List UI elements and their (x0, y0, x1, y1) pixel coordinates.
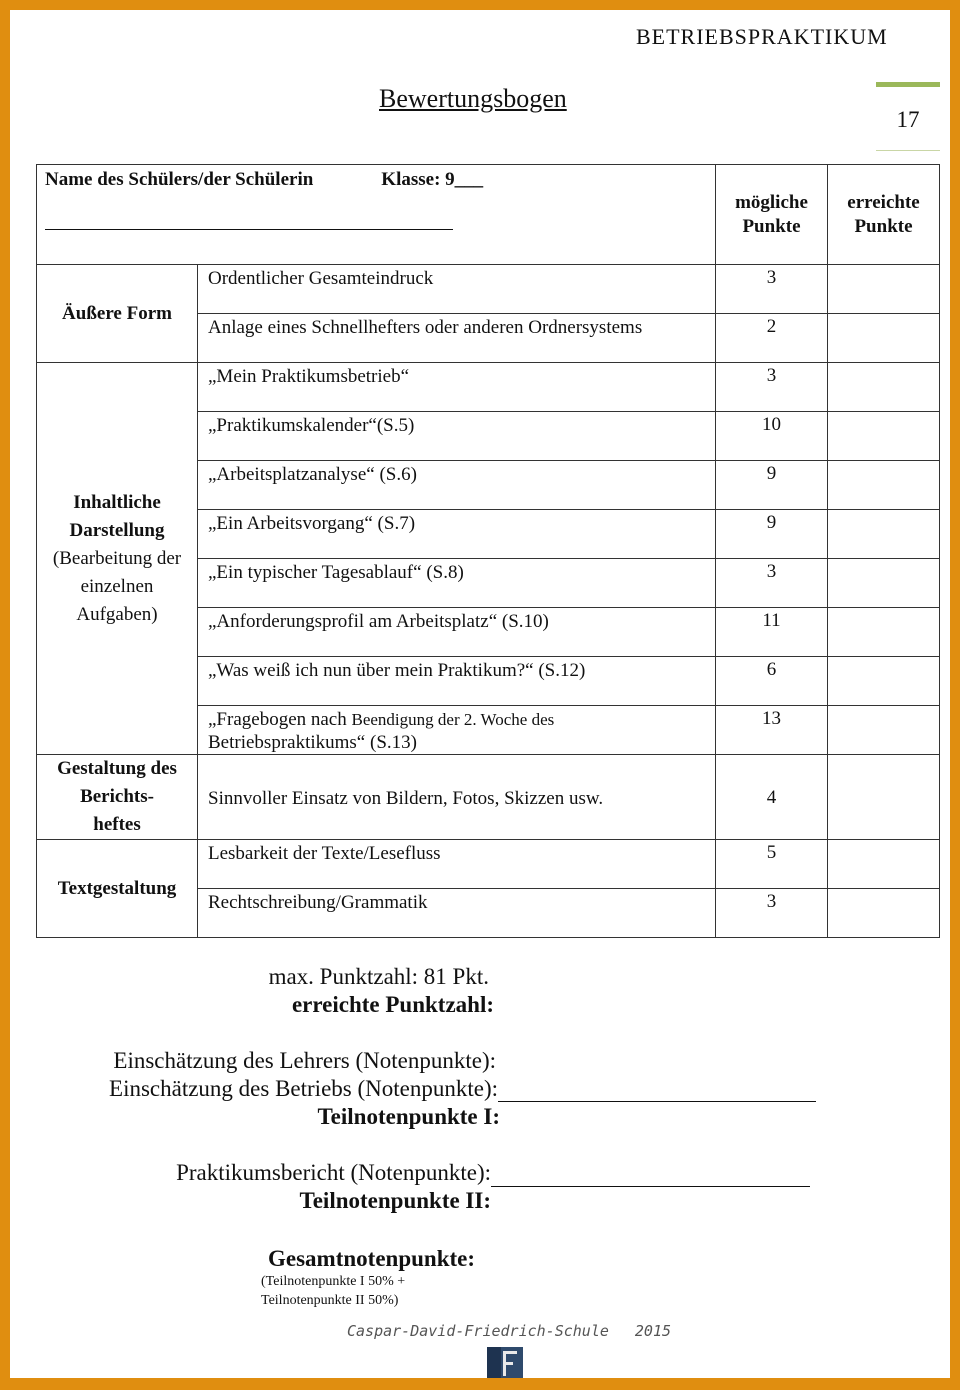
category-text-label: Textgestaltung (57, 877, 177, 899)
total-grade-note-line2: Teilnotenpunkte II 50%) (261, 1293, 399, 1308)
achieved-points-header (828, 165, 940, 265)
company-assessment: Einschätzung des Betriebs (Notenpunkte): (109, 1076, 498, 1101)
possible-points-cell: 5 (716, 840, 828, 889)
achieved-points-cell[interactable] (828, 363, 940, 412)
category-text (37, 840, 198, 938)
sub-grade-1: Teilnotenpunkte I: (317, 1104, 500, 1129)
footer-school: Caspar-David-Friedrich-Schule (347, 1322, 609, 1340)
criterion-cell (198, 706, 716, 755)
table-row (37, 840, 940, 889)
total-grade: Gesamtnotenpunkte: (268, 1246, 476, 1271)
document-title: Bewertungsbogen (379, 84, 567, 113)
total-grade-note (261, 1272, 405, 1310)
student-name-cell (37, 165, 716, 265)
teacher-assessment: Einschätzung des Lehrers (Notenpunkte): (113, 1048, 496, 1073)
category-content-line2: einzelnen (80, 575, 154, 597)
footer-year: 2015 (634, 1322, 672, 1340)
criterion-cell: „Ein Arbeitsvorgang“ (S.7) (198, 510, 716, 559)
category-content-line3: Aufgaben) (76, 603, 158, 625)
possible-points-cell: 11 (716, 608, 828, 657)
achieved-points-header-line1: erreichte (847, 191, 920, 213)
possible-points-cell: 9 (716, 510, 828, 559)
achieved-points-cell[interactable] (828, 461, 940, 510)
criterion-cell: Rechtschreibung/Grammatik (198, 889, 716, 938)
criterion-cell: „Mein Praktikumsbetrieb“ (198, 363, 716, 412)
grading-table (36, 164, 940, 938)
achieved-points-cell[interactable] (828, 755, 940, 840)
achieved-points-cell[interactable] (828, 559, 940, 608)
category-design-line1: Gestaltung des (57, 758, 177, 779)
header-title: BETRIEBSPRAKTIKUM (636, 24, 888, 49)
achieved-points-cell[interactable] (828, 265, 940, 314)
document-page (10, 10, 950, 1378)
category-content-line1: (Bearbeitung der (52, 547, 182, 569)
criterion-cell: „Anforderungsprofil am Arbeitsplatz“ (S.10) (198, 608, 716, 657)
possible-points-cell: 13 (716, 706, 828, 755)
possible-points-header-line2: Punkte (742, 215, 801, 237)
table-row (37, 755, 940, 840)
page-number-rule (876, 150, 940, 151)
criterion-cell: Anlage eines Schnellhefters oder anderen Ordnersystems (198, 314, 716, 363)
possible-points-cell: 3 (716, 265, 828, 314)
achieved-points-cell[interactable] (828, 706, 940, 755)
criterion-part-c: Betriebspraktikums“ (S.13) (208, 732, 417, 753)
max-points: max. Punktzahl: 81 Pkt. (268, 964, 489, 989)
page-number-box (876, 82, 940, 151)
category-form (37, 265, 198, 363)
category-design-line3: heftes (93, 814, 141, 835)
student-name-label: Name des Schülers/der Schülerin (45, 169, 314, 190)
criterion-cell: Lesbarkeit der Texte/Lesefluss (198, 840, 716, 889)
criterion-cell: „Arbeitsplatzanalyse“ (S.6) (198, 461, 716, 510)
school-logo-icon (487, 1347, 523, 1378)
achieved-points-cell[interactable] (828, 412, 940, 461)
table-row (37, 265, 940, 314)
category-content (37, 363, 198, 755)
category-form-label: Äußere Form (62, 302, 172, 324)
achieved-points: erreichte Punktzahl: (291, 992, 494, 1017)
criterion-cell: Ordentlicher Gesamteindruck (198, 265, 716, 314)
sub-grade-2: Teilnotenpunkte II: (299, 1188, 491, 1213)
company-assessment-blank[interactable] (498, 1100, 816, 1102)
footer (347, 1322, 671, 1340)
report-assessment-blank[interactable] (491, 1185, 810, 1187)
achieved-points-cell[interactable] (828, 510, 940, 559)
report-assessment: Praktikumsbericht (Notenpunkte): (176, 1160, 491, 1185)
page-number: 17 (896, 107, 920, 132)
total-grade-note-line1: (Teilnotenpunkte I 50% + (261, 1274, 406, 1289)
table-row (37, 363, 940, 412)
possible-points-cell: 3 (716, 363, 828, 412)
criterion-cell: Sinnvoller Einsatz von Bildern, Fotos, Skizzen usw. (198, 755, 716, 840)
achieved-points-cell[interactable] (828, 840, 940, 889)
category-design-line2: Berichts- (80, 786, 154, 807)
achieved-points-cell[interactable] (828, 657, 940, 706)
category-content-bold-line1: Inhaltliche (73, 491, 161, 513)
student-name-line[interactable] (45, 229, 453, 230)
achieved-points-header-line2: Punkte (854, 215, 913, 237)
table-header-row (37, 165, 940, 265)
possible-points-cell: 10 (716, 412, 828, 461)
possible-points-cell: 3 (716, 889, 828, 938)
possible-points-cell: 3 (716, 559, 828, 608)
possible-points-cell: 9 (716, 461, 828, 510)
achieved-points-cell[interactable] (828, 608, 940, 657)
possible-points-cell: 4 (716, 755, 828, 840)
criterion-part-b: Beendigung der 2. Woche des (351, 710, 555, 729)
achieved-points-cell[interactable] (828, 314, 940, 363)
possible-points-header (716, 165, 828, 265)
category-content-bold-line2: Darstellung (69, 519, 165, 541)
criterion-cell: „Ein typischer Tagesablauf“ (S.8) (198, 559, 716, 608)
achieved-points-cell[interactable] (828, 889, 940, 938)
class-label: Klasse: 9___ (381, 169, 484, 190)
category-design (37, 755, 198, 840)
criterion-cell: „Was weiß ich nun über mein Praktikum?“ (S.12) (198, 657, 716, 706)
possible-points-cell: 6 (716, 657, 828, 706)
criterion-cell: „Praktikumskalender“(S.5) (198, 412, 716, 461)
possible-points-cell: 2 (716, 314, 828, 363)
possible-points-header-line1: mögliche (735, 191, 808, 213)
criterion-part-a: „Fragebogen nach (208, 709, 347, 730)
